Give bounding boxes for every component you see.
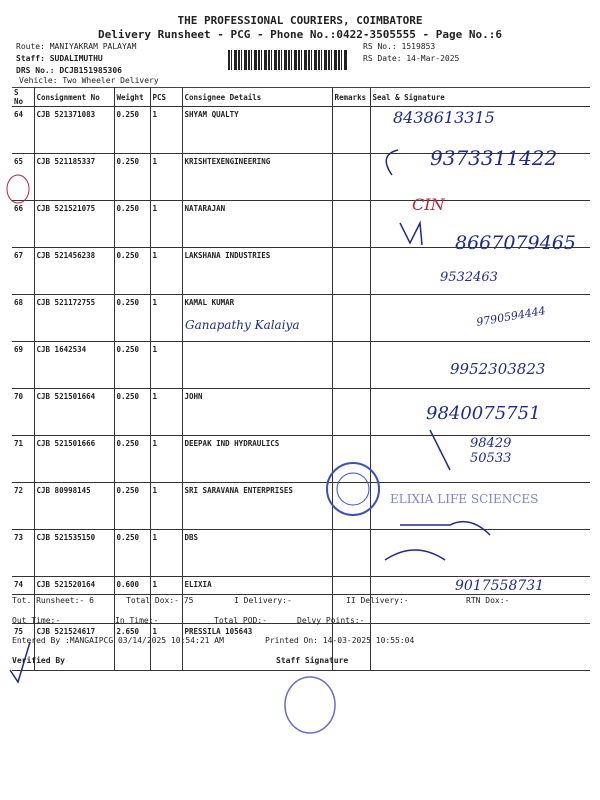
handwriting-66: CIN: [412, 195, 445, 214]
in-time: In Time:-: [115, 616, 159, 625]
drs-no: DRS No.: DCJB151985306: [16, 66, 122, 75]
cell-cons: CJB 80998145: [34, 483, 114, 530]
cell-weight: 0.250: [114, 201, 150, 248]
cell-weight: 0.250: [114, 342, 150, 389]
cell-weight: 0.250: [114, 295, 150, 342]
handwriting-65: 9373311422: [430, 146, 558, 170]
cell-pcs: 1: [150, 201, 182, 248]
cell-consignee: SHYAM QUALTY: [182, 107, 332, 154]
cell-cons: CJB 521456238: [34, 248, 114, 295]
staff-seal-stamp: [285, 677, 335, 733]
i-delivery: I Delivery:-: [234, 596, 292, 605]
cell-sno: 75: [12, 624, 34, 671]
handwriting-72: 98429 50533: [470, 436, 512, 466]
column-header: PCS: [150, 88, 182, 107]
staff-signature: Staff Signature: [276, 656, 349, 665]
cell-sno: 74: [12, 577, 34, 624]
handwriting-75: 9017558731: [455, 578, 545, 594]
cell-sno: 71: [12, 436, 34, 483]
rs-date: RS Date: 14-Mar-2025: [363, 54, 460, 63]
red-circle-mark: [7, 175, 29, 203]
ii-delivery: II Delivery:-: [346, 596, 409, 605]
cell-weight: 0.250: [114, 436, 150, 483]
total-dox: Total Dox:- 75: [126, 596, 194, 605]
cell-sno: 72: [12, 483, 34, 530]
cell-consignee: DBS: [182, 530, 332, 577]
cell-consignee: KAMAL KUMAR: [182, 295, 332, 342]
cell-sno: 70: [12, 389, 34, 436]
column-header: Weight: [114, 88, 150, 107]
cell-consignee: DEEPAK IND HYDRAULICS: [182, 436, 332, 483]
column-header: Seal & Signature: [370, 88, 590, 107]
handwriting-69-phone: 9790594444: [475, 304, 547, 329]
cell-weight: 0.250: [114, 530, 150, 577]
cell-pcs: 1: [150, 389, 182, 436]
cell-pcs: 1: [150, 483, 182, 530]
signature-scribble: [385, 430, 490, 560]
handwriting-64: 8438613315: [393, 108, 495, 127]
cell-cons: CJB 521371083: [34, 107, 114, 154]
total-pod: Total POD:-: [214, 616, 267, 625]
column-header: Consignment No: [34, 88, 114, 107]
cell-sno: 66: [12, 201, 34, 248]
cell-weight: 0.250: [114, 389, 150, 436]
printed-on: Printed On: 14-03-2025 10:55:04: [265, 636, 415, 645]
cell-pcs: 1: [150, 248, 182, 295]
cell-sno: 73: [12, 530, 34, 577]
cell-consignee: JOHN: [182, 389, 332, 436]
handwriting-68: 9532463: [440, 270, 498, 285]
column-header: Consignee Details: [182, 88, 332, 107]
cell-cons: CJB 521520164: [34, 577, 114, 624]
bank-seal-stamp: [327, 463, 379, 515]
cell-cons: CJB 1642534: [34, 342, 114, 389]
tot-runsheet: Tot. Runsheet:- 6: [12, 596, 94, 605]
cell-weight: 0.250: [114, 154, 150, 201]
cell-pcs: 1: [150, 577, 182, 624]
entered-by: Entered By :MANGAIPCG 03/14/2025 10:54:21 AM: [12, 636, 224, 645]
company-stamp-elixia: ELIXIA LIFE SCIENCES: [390, 492, 539, 506]
cell-cons: CJB 521535150: [34, 530, 114, 577]
cell-cons: CJB 521185337: [34, 154, 114, 201]
cell-pcs: 1: [150, 154, 182, 201]
cell-weight: 0.600: [114, 577, 150, 624]
cell-consignee: KRISHTEXENGINEERING: [182, 154, 332, 201]
company-title: THE PROFESSIONAL COURIERS, COIMBATORE: [177, 14, 423, 27]
cell-pcs: 1: [150, 342, 182, 389]
delvy-points: Delvy Points:-: [297, 616, 365, 625]
cell-sno: 69: [12, 342, 34, 389]
column-header: Remarks: [332, 88, 370, 107]
signature-scribble: [386, 150, 422, 245]
cell-pcs: 1: [150, 530, 182, 577]
runsheet-subtitle: Delivery Runsheet - PCG - Phone No.:0422-3505555 - Page No.:6: [98, 28, 502, 41]
cell-pcs: 1: [150, 295, 182, 342]
cell-consignee: SRI SARAVANA ENTERPRISES: [182, 483, 332, 530]
verified-by: Verified By: [12, 656, 65, 665]
cell-consignee: ELIXIA: [182, 577, 332, 624]
cell-sno: 65: [12, 154, 34, 201]
cell-consignee: NATARAJAN: [182, 201, 332, 248]
rs-no: RS No.: 1519853: [363, 42, 436, 51]
vehicle: Vehicle: Two Wheeler Delivery: [19, 76, 159, 85]
handwriting-71: 9840075751: [426, 403, 541, 424]
cell-sno: 67: [12, 248, 34, 295]
cell-cons: CJB 521172755: [34, 295, 114, 342]
handwriting-69-name: Ganapathy Kalaiya: [185, 318, 300, 332]
cell-sno: 68: [12, 295, 34, 342]
cell-weight: 0.250: [114, 483, 150, 530]
cell-weight: 0.250: [114, 107, 150, 154]
cell-consignee: LAKSHANA INDUSTRIES: [182, 248, 332, 295]
out-time: Out Time:-: [12, 616, 61, 625]
cell-cons: CJB 521501664: [34, 389, 114, 436]
column-header: S No: [12, 88, 34, 107]
handwriting-67: 8667079465: [455, 232, 576, 254]
rtn-dox: RTN Dox:-: [466, 596, 510, 605]
cell-sno: 64: [12, 107, 34, 154]
cell-cons: CJB 521524617: [34, 624, 114, 671]
handwriting-70: 9952303823: [450, 360, 546, 378]
route: Route: MANIYAKRAM PALAYAM: [16, 42, 137, 51]
cell-pcs: 1: [150, 107, 182, 154]
cell-weight: 0.250: [114, 248, 150, 295]
cell-consignee: PRESSILA 105643: [182, 624, 332, 671]
staff: Staff: SUDALIMUTHU: [16, 54, 103, 63]
cell-cons: CJB 521501666: [34, 436, 114, 483]
cell-pcs: 1: [150, 436, 182, 483]
cell-pcs: 1: [150, 624, 182, 671]
cell-weight: 2.650: [114, 624, 150, 671]
cell-cons: CJB 521521075: [34, 201, 114, 248]
